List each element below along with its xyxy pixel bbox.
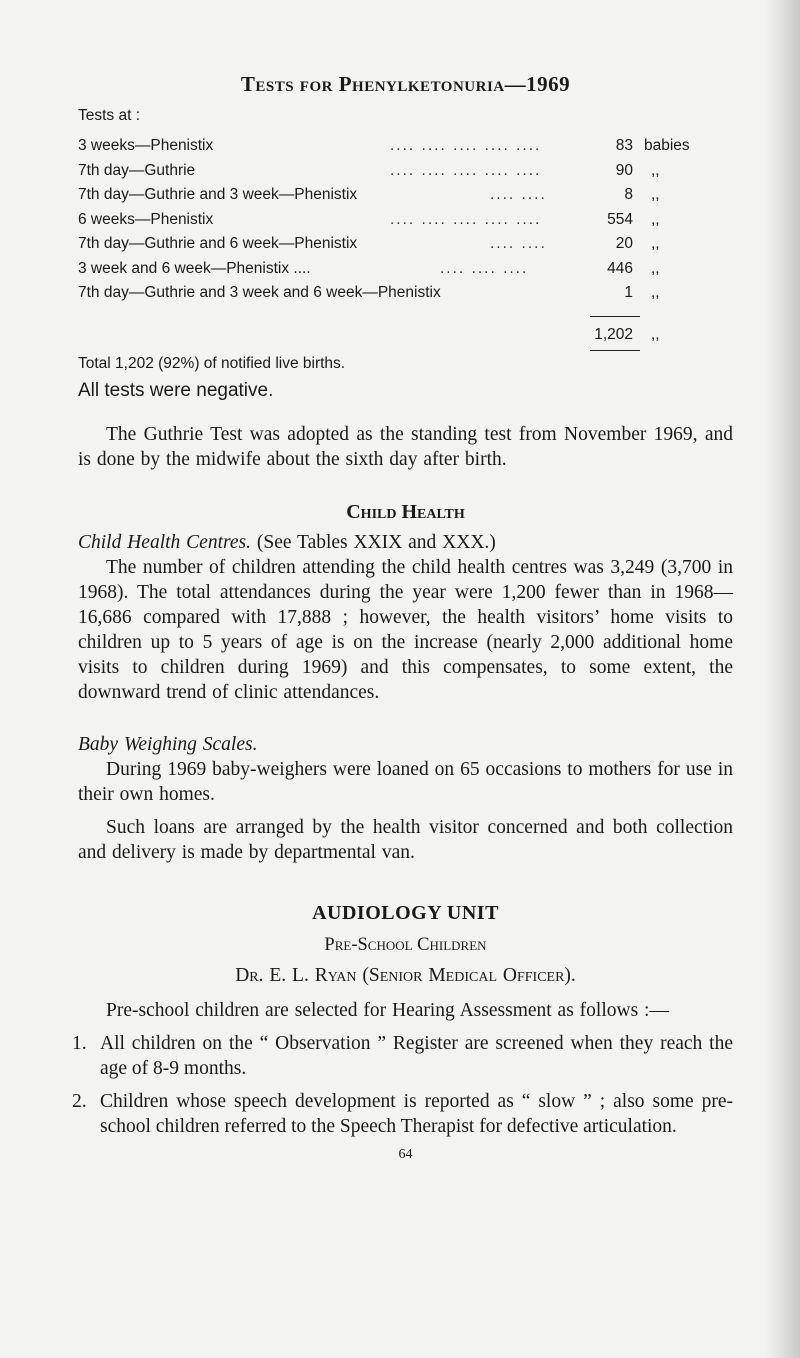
list-number: 1. <box>72 1032 87 1054</box>
total-note: Total 1,202 (92%) of notified live births. <box>78 354 346 372</box>
centres-title: Child Health Centres. <box>78 531 251 553</box>
test-count: 446 <box>607 259 633 277</box>
page-number: 64 <box>398 1146 413 1162</box>
negative-result: All tests were negative. <box>78 379 274 401</box>
list-item <box>72 1031 733 1081</box>
tests-at-label: Tests at : <box>78 107 141 124</box>
centres-heading-line <box>78 530 733 555</box>
list-item <box>72 1089 733 1139</box>
guthrie-paragraph: The Guthrie Test was adopted as the standing test from November 1969, and is done by the midwife about the sixth day after birth. <box>78 423 733 470</box>
leader-dots: .... .... .... <box>440 259 529 277</box>
page-edge-shadow <box>764 0 800 1358</box>
test-count: 90 <box>615 161 633 179</box>
table-row <box>78 134 733 159</box>
pku-title: Tests for Phenylketonuria—1969 <box>240 72 571 96</box>
leader-dots: .... .... .... .... .... <box>390 161 542 179</box>
list-text: All children on the “ Observation ” Register are screened when they reach the age of 8-9 months. <box>100 1032 733 1079</box>
test-count: 1 <box>624 284 633 301</box>
audiology-doctor: Dr. E. L. Ryan (Senior Medical Officer). <box>235 964 576 986</box>
test-unit: ,, <box>651 186 660 203</box>
test-unit: ,, <box>651 284 660 301</box>
child-health-heading: Child Health <box>346 500 465 523</box>
leader-dots: .... .... .... .... .... <box>390 210 542 228</box>
table-row <box>78 281 733 306</box>
test-count: 554 <box>607 210 633 228</box>
test-count: 20 <box>615 235 633 252</box>
leader-dots: .... .... <box>490 186 547 203</box>
pku-tests-table <box>78 104 733 356</box>
scales-paragraph-2: Such loans are arranged by the health visitor concerned and both collection and delivery is made by departmental van. <box>78 816 733 863</box>
test-unit: ,, <box>651 259 660 277</box>
test-unit: ,, <box>651 210 660 228</box>
scales-title: Baby Weighing Scales. <box>78 733 258 755</box>
test-label: 3 week and 6 week—Phenistix .... <box>78 259 311 277</box>
test-count: 8 <box>624 186 633 203</box>
table-row <box>78 208 733 233</box>
test-label: 7th day—Guthrie and 6 week—Phenistix <box>78 235 358 252</box>
table-row <box>78 183 733 208</box>
test-unit: ,, <box>651 161 660 179</box>
leader-dots: .... .... .... .... .... <box>390 137 542 154</box>
total-rule-bottom <box>590 350 640 351</box>
test-label: 6 weeks—Phenistix <box>78 210 214 228</box>
document-page <box>72 70 733 1163</box>
test-label: 7th day—Guthrie <box>78 161 196 179</box>
centres-table-ref: (See Tables XXIX and XXX.) <box>256 531 496 553</box>
audiology-subheading: Pre-School Children <box>324 934 487 955</box>
total-count: 1,202 <box>594 325 633 343</box>
test-count: 83 <box>615 137 633 154</box>
test-label: 3 weeks—Phenistix <box>78 137 214 154</box>
scales-paragraph-1: During 1969 baby-weighers were loaned on 65 occasions to mothers for use in their own homes. <box>78 758 733 805</box>
test-unit: babies <box>644 137 690 154</box>
table-row <box>78 257 733 282</box>
audiology-intro: Pre-school children are selected for Hearing Assessment as follows :— <box>106 999 669 1021</box>
total-unit: ,, <box>651 325 660 343</box>
total-row <box>78 320 733 350</box>
test-unit: ,, <box>651 235 660 252</box>
leader-dots: .... .... <box>490 235 547 252</box>
scales-heading-line <box>78 732 733 757</box>
test-label: 7th day—Guthrie and 3 week and 6 week—Phenistix <box>78 284 441 301</box>
table-row <box>78 159 733 184</box>
table-row <box>78 232 733 257</box>
total-rule-top <box>590 316 640 317</box>
audiology-heading: AUDIOLOGY UNIT <box>312 901 499 924</box>
list-text: Children whose speech development is reported as “ slow ” ; also some pre-school children referred to the Speech Therapist for defective articulation. <box>100 1090 733 1137</box>
centres-paragraph: The number of children attending the child health centres was 3,249 (3,700 in 1968). The total attendances during the year were 1,200 fewer than in 1968—16,686 compared with 17,888 ; however, the health visitors’ home visits to children up to 5 years of age is on the increase (nearly 2,000 additional home visits to children during 1969) and this compensates, to some extent, the downward trend of clinic attendances. <box>78 556 733 703</box>
list-number: 2. <box>72 1090 87 1112</box>
test-label: 7th day—Guthrie and 3 week—Phenistix <box>78 186 358 203</box>
